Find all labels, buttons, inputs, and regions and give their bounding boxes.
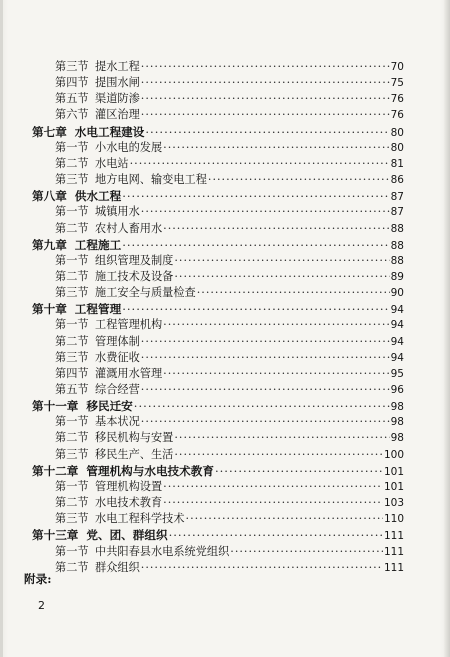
- section-title: 基本状况: [95, 415, 140, 429]
- toc-page-number: 88: [390, 239, 404, 252]
- chapter-title: 水电工程建设: [74, 124, 145, 139]
- toc-page-number: 86: [390, 174, 404, 187]
- section-title: 灌溉用水管理: [95, 366, 163, 380]
- section-number: 第一节: [55, 479, 89, 493]
- section-title: 工程管理机构: [95, 318, 163, 332]
- chapter-number: 第八章: [32, 189, 67, 204]
- section-number: 第一节: [55, 415, 89, 429]
- section-number: 第二节: [55, 560, 89, 574]
- section-title: 施工安全与质量检查: [95, 286, 196, 300]
- chapter-number: 第十章: [32, 302, 67, 317]
- section-title: 管理机构设置: [95, 479, 163, 493]
- toc-page-number: 101: [383, 480, 404, 493]
- section-number: 第三节: [55, 173, 89, 187]
- section-title: 小水电的发展: [95, 140, 163, 154]
- toc-page-number: 101: [383, 465, 404, 478]
- toc-page-number: 76: [390, 93, 404, 106]
- section-number: 第四节: [55, 366, 89, 380]
- toc-section-row: [55, 559, 404, 577]
- toc-page-number: 103: [383, 497, 404, 510]
- appendix-heading: 附录:: [24, 572, 52, 586]
- dot-leader: [141, 559, 383, 577]
- toc-page-number: 98: [390, 416, 404, 429]
- section-number: 第五节: [55, 383, 89, 396]
- section-title: 管理体制: [95, 334, 140, 348]
- section-number: 第三节: [55, 286, 89, 300]
- toc-page-number: 98: [390, 401, 404, 414]
- section-title: 提水工程: [95, 60, 140, 73]
- section-number: 第五节: [55, 92, 89, 106]
- section-number: 第二节: [55, 269, 89, 283]
- section-number: 第一节: [55, 205, 89, 219]
- toc-page-number: 94: [390, 351, 404, 364]
- section-number: 第三节: [55, 447, 89, 461]
- chapter-number: 第十一章: [32, 399, 79, 414]
- toc-page-number: 94: [390, 319, 404, 332]
- section-title: 灌区治理: [95, 108, 140, 122]
- section-title: 地方电网、输变电工程: [95, 173, 207, 187]
- toc-page-number: 88: [390, 222, 404, 235]
- toc-page-number: 96: [390, 384, 404, 396]
- section-number: 第三节: [55, 350, 89, 364]
- toc-page-number: 94: [390, 304, 404, 317]
- toc-page-number: 100: [383, 448, 404, 461]
- section-title: 群众组织: [95, 560, 140, 574]
- section-title: 水电技术教育: [95, 496, 163, 510]
- chapter-title: 工程施工: [74, 237, 122, 252]
- section-title: 综合经营: [95, 383, 140, 396]
- toc-page-number: 88: [390, 254, 404, 267]
- chapter-title: 供水工程: [74, 189, 122, 204]
- section-title: 组织管理及制度: [95, 253, 174, 267]
- section-title: 移民机构与安置: [95, 431, 174, 445]
- toc-page-number: 111: [383, 561, 404, 574]
- toc-page-number: 70: [390, 61, 404, 73]
- section-title: 移民生产、生活: [95, 447, 174, 461]
- section-number: 第一节: [55, 544, 89, 558]
- section-title: 提围水闸: [95, 76, 140, 90]
- toc-page-number: 98: [390, 432, 404, 445]
- section-number: 第二节: [55, 156, 89, 170]
- section-title: 城镇用水: [95, 205, 140, 219]
- section-number: 第四节: [55, 76, 89, 90]
- chapter-number: 第七章: [32, 124, 67, 139]
- section-number: 第一节: [55, 318, 89, 332]
- toc-page-number: 80: [390, 141, 404, 154]
- section-title: 渠道防渗: [95, 92, 140, 106]
- section-number: 第一节: [55, 253, 89, 267]
- toc-page-number: 75: [390, 77, 404, 90]
- section-title: 水费征收: [95, 350, 140, 364]
- toc-page-number: 87: [390, 191, 404, 204]
- toc-page-number: 76: [390, 109, 404, 122]
- section-number: 第一节: [55, 140, 89, 154]
- chapter-title: 工程管理: [74, 302, 122, 317]
- toc-page-number: 111: [383, 530, 404, 543]
- toc-entry-label: [55, 559, 140, 577]
- toc-page-number: 94: [390, 335, 404, 348]
- toc-page-number: 81: [390, 157, 404, 170]
- section-title: 水电工程科学技术: [95, 512, 185, 526]
- section-number: 第六节: [55, 108, 89, 122]
- toc-page-number: 111: [383, 545, 404, 558]
- section-title: 农村人畜用水: [95, 221, 163, 235]
- toc-page-number: 80: [390, 126, 404, 139]
- section-title: 中共阳春县水电系统党组织: [95, 544, 230, 558]
- section-number: 第三节: [55, 60, 89, 73]
- toc-page-number: 90: [390, 287, 404, 300]
- chapter-number: 第十三章: [32, 528, 79, 543]
- toc-page-number: 87: [390, 206, 404, 219]
- chapter-title: 管理机构与水电技术教育: [86, 463, 214, 478]
- toc-page-number: 95: [390, 367, 404, 380]
- section-number: 第二节: [55, 221, 89, 235]
- section-number: 第二节: [55, 496, 89, 510]
- toc-page-number: 89: [390, 270, 404, 283]
- section-title: 水电站: [95, 156, 129, 170]
- chapter-title: 移民迁安: [86, 399, 133, 414]
- page-number: 2: [38, 599, 45, 612]
- section-number: 第二节: [55, 334, 89, 348]
- chapter-number: 第十二章: [32, 463, 79, 478]
- section-number: 第三节: [55, 512, 89, 526]
- section-number: 第二节: [55, 431, 89, 445]
- toc-page-number: 110: [383, 513, 404, 526]
- chapter-number: 第九章: [32, 237, 67, 252]
- chapter-title: 党、团、群组织: [86, 528, 168, 543]
- section-title: 施工技术及设备: [95, 269, 174, 283]
